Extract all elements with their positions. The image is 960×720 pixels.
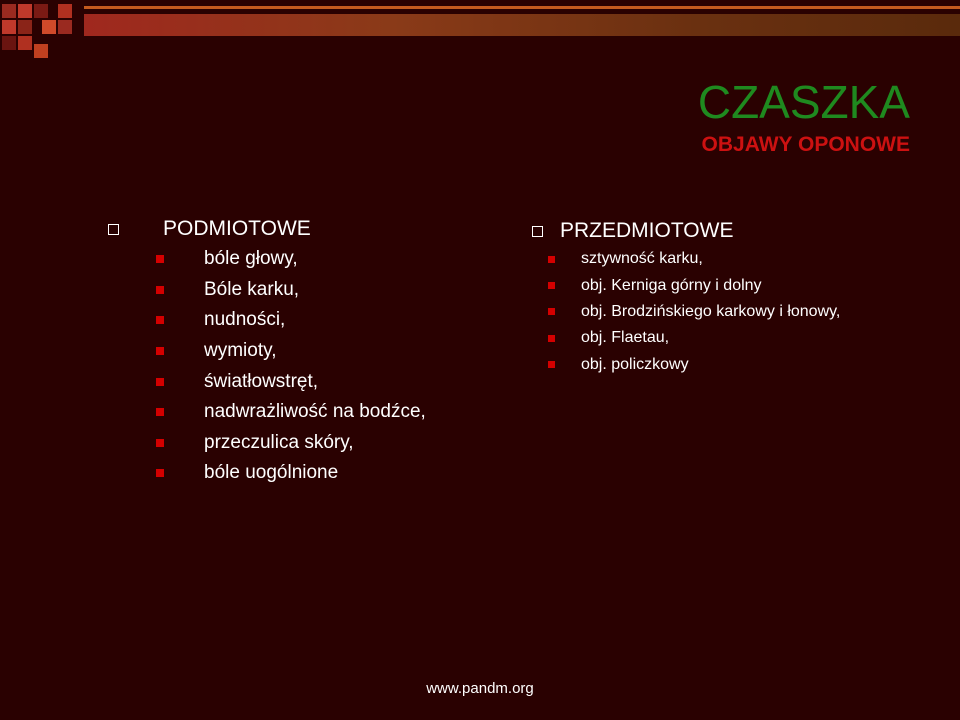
square-bullet-icon — [156, 286, 164, 294]
list-item: Bóle karku, — [108, 275, 488, 306]
right-item-list — [532, 246, 942, 378]
square-bullet-icon — [548, 308, 555, 315]
square-bullet-icon — [548, 256, 555, 263]
square-bullet-icon — [156, 255, 164, 263]
list-item: obj. Flaetau, — [532, 325, 942, 351]
heading-label: PRZEDMIOTOWE — [560, 219, 734, 242]
slide-subtitle: OBJAWY OPONOWE — [701, 133, 910, 156]
heading-label: PODMIOTOWE — [163, 217, 311, 240]
footer-url: www.pandm.org — [426, 680, 534, 697]
square-bullet-icon — [156, 347, 164, 355]
mosaic-square — [34, 4, 48, 18]
square-bullet-icon — [548, 282, 555, 289]
top-accent-band — [84, 14, 960, 36]
mosaic-square — [18, 20, 32, 34]
list-item: obj. Kerniga górny i dolny — [532, 272, 942, 298]
list-item: bóle głowy, — [108, 244, 488, 275]
square-bullet-icon — [156, 378, 164, 386]
right-column — [532, 216, 942, 378]
mosaic-square — [58, 20, 72, 34]
left-column-heading — [108, 214, 488, 244]
mosaic-square — [18, 36, 32, 50]
mosaic-square — [34, 44, 48, 58]
list-item: nadwrażliwość na bodźce, — [108, 397, 488, 428]
square-bullet-icon — [156, 469, 164, 477]
square-bullet-icon — [156, 316, 164, 324]
right-column-heading — [532, 216, 942, 246]
mosaic-square — [58, 4, 72, 18]
corner-decoration — [0, 0, 960, 70]
list-item: wymioty, — [108, 336, 488, 367]
mosaic-square — [2, 4, 16, 18]
list-item: nudności, — [108, 305, 488, 336]
left-item-list — [108, 244, 488, 489]
list-item: przeczulica skóry, — [108, 428, 488, 459]
mosaic-square — [2, 20, 16, 34]
left-column — [108, 214, 488, 489]
list-item: obj. Brodzińskiego karkowy i łonowy, — [532, 299, 942, 325]
square-bullet-icon — [156, 439, 164, 447]
square-bullet-icon — [548, 361, 555, 368]
checkbox-bullet-icon — [108, 224, 119, 235]
mosaic-square — [2, 36, 16, 50]
square-bullet-icon — [156, 408, 164, 416]
checkbox-bullet-icon — [532, 226, 543, 237]
slide-title: CZASZKA — [697, 76, 910, 128]
top-accent-line — [84, 6, 960, 9]
list-item: bóle uogólnione — [108, 458, 488, 489]
mosaic-square — [18, 4, 32, 18]
list-item: obj. policzkowy — [532, 352, 942, 378]
list-item: sztywność karku, — [532, 246, 942, 272]
list-item: światłowstręt, — [108, 366, 488, 397]
mosaic-square — [42, 20, 56, 34]
square-bullet-icon — [548, 335, 555, 342]
